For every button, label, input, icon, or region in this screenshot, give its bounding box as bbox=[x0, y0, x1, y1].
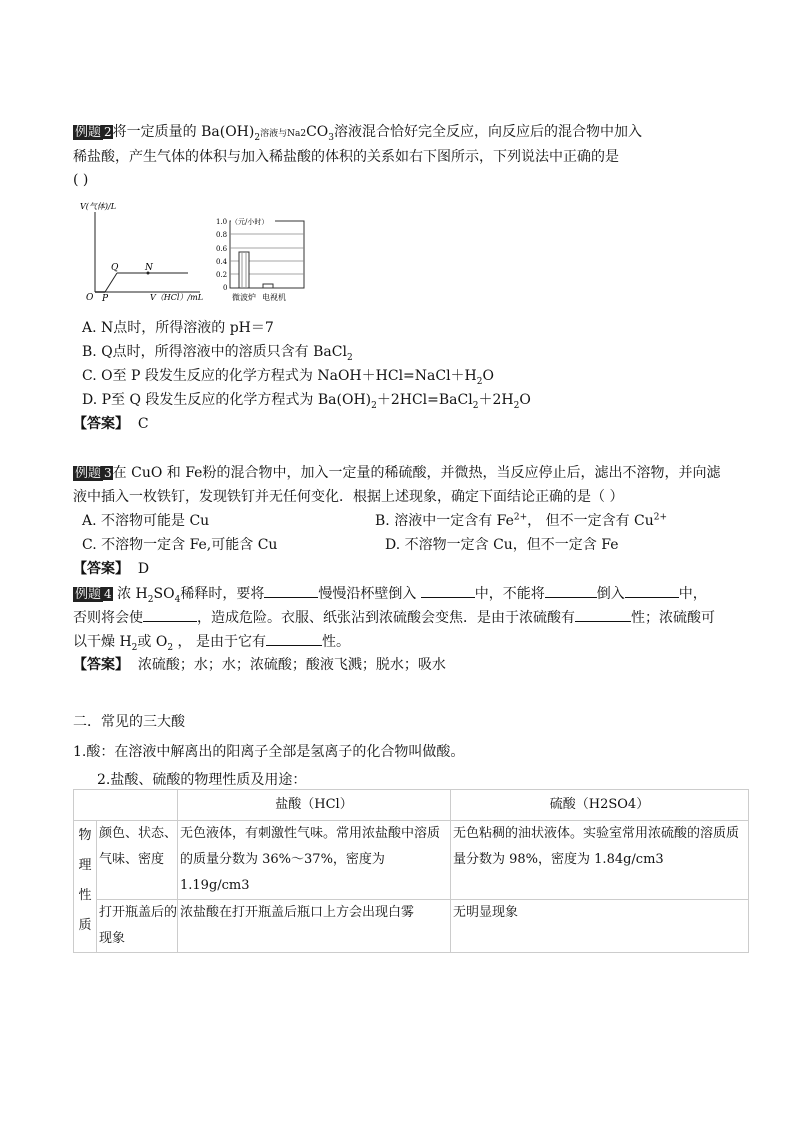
h2so4-open-cap: 无明显现象 bbox=[451, 900, 749, 953]
tick-1: 1.0 bbox=[216, 218, 228, 226]
section-title: 二．常见的三大酸 bbox=[73, 714, 185, 730]
tick-0: 0 bbox=[223, 284, 228, 292]
ex2-line1: 例题 2将一定质量的 $Ba(OH)_2$溶液与$Na2CO_3$溶液混合恰好完全反应，向反应后的混合物中加入 bbox=[75, 124, 642, 143]
ex2-option-a: A. N点时，所得溶液的 pH＝7 bbox=[82, 320, 274, 336]
gas-volume-graph bbox=[78, 200, 203, 302]
ex2-option-d: D. P至 Q 段发生反应的化学方程式为 $Ba(OH)_2+2HCl=BaCl_2+2H_2O$ bbox=[82, 392, 531, 411]
graph-ylabel: V(气体)/L bbox=[80, 202, 117, 211]
ex4-line3: 以干燥 $H_2$或 $O_2$ ， 是由于它有 性。 bbox=[73, 631, 350, 652]
ex3-option-c: C. 不溶物一定含 Fe,可能含 Cu bbox=[82, 537, 278, 553]
bar-title: （元/小时） bbox=[231, 218, 269, 226]
hcl-open-cap: 浓盐酸在打开瓶盖后瓶口上方会出现白雾 bbox=[178, 900, 451, 953]
header-hcl: 盐酸（HCl） bbox=[178, 790, 451, 821]
ex4-line1: 例题 4 浓 $H_2SO_4$稀释时，要将 慢慢沿杯壁倒入 中，不能将 倒入 中， bbox=[73, 583, 707, 605]
bar-microwave bbox=[239, 252, 249, 288]
prop-color-state: 颜色、状态、气味、密度 bbox=[97, 821, 178, 900]
label-p: P bbox=[102, 294, 109, 302]
section-para1: 1.酸：在溶液中解离出的阳离子全部是氢离子的化合物叫做酸。 bbox=[73, 744, 465, 760]
header-h2so4: 硫酸（H2SO4） bbox=[451, 790, 749, 821]
ex3-answer: 【答案】 D bbox=[73, 561, 150, 577]
ex3-option-a: A. 不溶物可能是 Cu bbox=[82, 513, 210, 529]
ex2-option-b: B. Q点时，所得溶液中的溶质只含有 BaCl$_2$ bbox=[82, 344, 353, 363]
example-tag: 例题 bbox=[75, 125, 102, 140]
row-label: 物 理 性 质 bbox=[74, 821, 97, 953]
cat-microwave: 微波炉 bbox=[232, 293, 256, 302]
ex4-answer: 【答案】 浓硫酸；水；水；浓硫酸；酸液飞溅；脱水；吸水 bbox=[73, 657, 446, 673]
prop-open-cap: 打开瓶盖后的现象 bbox=[97, 900, 178, 953]
label-q: Q bbox=[111, 263, 119, 273]
hcl-physical: 无色液体，有刺激性气味。常用浓盐酸中溶质的质量分数为 36%～37%，密度为 1.19g/cm3 bbox=[178, 821, 451, 900]
ex2-line3: ( ) bbox=[73, 172, 89, 188]
tick-08: 0.8 bbox=[216, 231, 228, 239]
bar-tv bbox=[263, 284, 273, 288]
graph-xlabel: V（HCl）/mL bbox=[150, 293, 203, 302]
ex3-option-b: B. 溶液中一定含有 $Fe^{2+}$， 但不一定含有 $Cu^{2+}$ bbox=[375, 512, 668, 529]
table-header-row bbox=[74, 790, 749, 821]
ex3-line2: 液中插入一枚铁钉，发现铁钉并无任何变化．根据上述现象，确定下面结论正确的是（ ） bbox=[73, 489, 624, 505]
ex2-option-c: C. O至 P 段发生反应的化学方程式为 $NaOH+HCl=NaCl+H_2O$ bbox=[82, 368, 494, 387]
ex4-line2: 否则将会使 ，造成危险。衣服、纸张沾到浓硫酸会变焦．是由于浓硫酸有 性；浓硫酸可 bbox=[73, 607, 715, 628]
label-n: N bbox=[145, 263, 153, 273]
table-row bbox=[74, 900, 749, 953]
segment-pq bbox=[105, 273, 117, 292]
table-row bbox=[74, 821, 749, 900]
ex3-line1: 例题 3在 CuO 和 Fe粉的混合物中，加入一定量的稀硫酸，并微热，当反应停止后，滤出不溶物，并向滤 bbox=[75, 465, 721, 481]
h2so4-physical: 无色粘稠的油状液体。实验室常用浓硫酸的溶质质量分数为 98%，密度为 1.84g/cm3 bbox=[451, 821, 749, 900]
section-para2: 2.盐酸、硫酸的物理性质及用途： bbox=[97, 772, 307, 788]
label-o: O bbox=[86, 293, 94, 302]
ex2-line2: 稀盐酸，产生气体的体积与加入稀盐酸的体积的关系如右下图所示，下列说法中正确的是 bbox=[73, 149, 619, 165]
example-number: 2 bbox=[104, 125, 112, 139]
tick-04: 0.4 bbox=[216, 258, 228, 266]
power-bar-chart bbox=[213, 213, 308, 305]
acid-properties-table bbox=[73, 789, 749, 953]
ex2-answer: 【答案】 C bbox=[73, 416, 149, 432]
cat-tv: 电视机 bbox=[262, 293, 286, 302]
tick-02: 0.2 bbox=[216, 271, 228, 279]
tick-06: 0.6 bbox=[216, 245, 228, 253]
ex3-option-d: D. 不溶物一定含 Cu，但不一定含 Fe bbox=[385, 537, 619, 553]
